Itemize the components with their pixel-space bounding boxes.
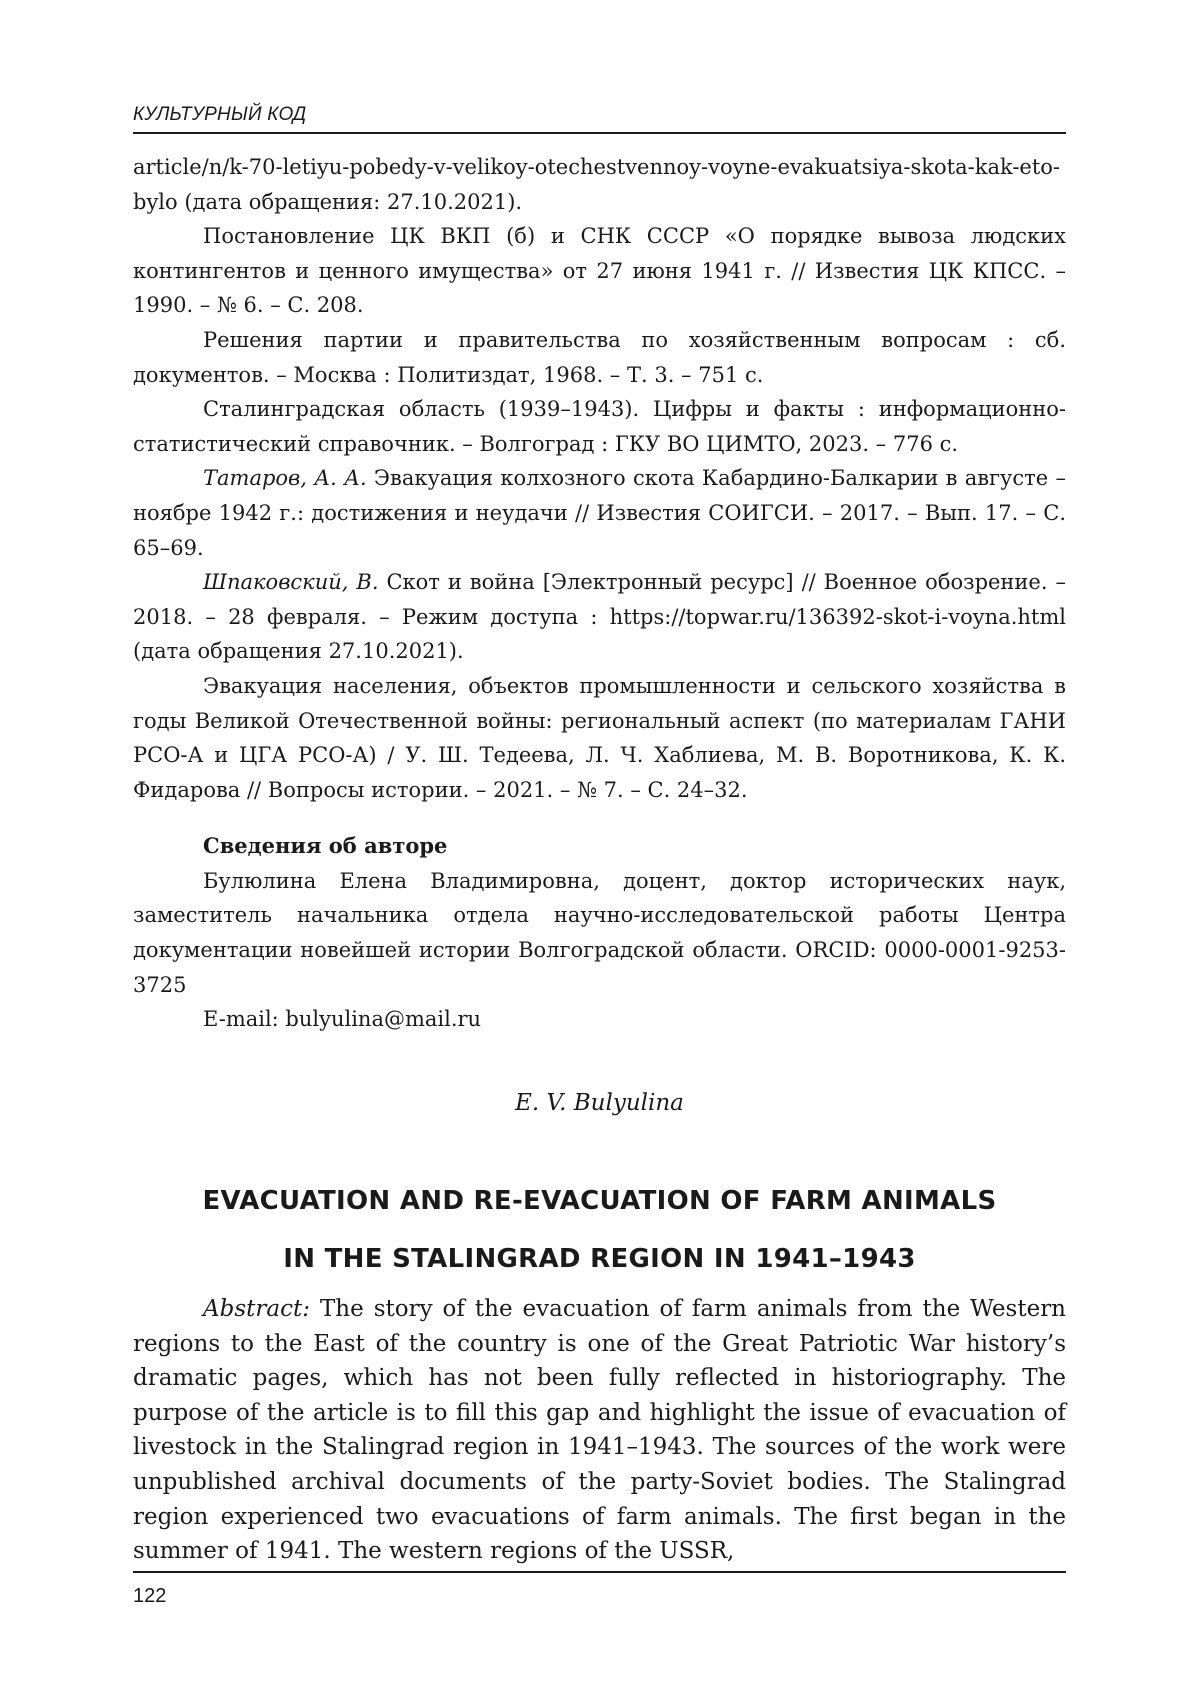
- reference-item: [133, 669, 1066, 807]
- english-author: E. V. Bulyulina: [515, 1090, 684, 1116]
- reference-author: Шпаковский, В.: [203, 570, 379, 595]
- reference-item: [133, 150, 1066, 219]
- page-number: 122: [133, 1585, 167, 1607]
- reference-text: Решения партии и правительства по хозяйственным вопросам : сб. документов. – Москва : Политиздат, 1968. – Т. 3. – 751 с.: [133, 327, 1066, 387]
- main-content: [133, 150, 1066, 1037]
- abstract-text: The story of the evacuation of farm animals from the Western regions to the East of the country is one of the Great Patriotic War history’s dramatic pages, which has not been fully reflected in historiography. The purpose of the article is to fill this gap and highlight the issue of evacuation of livestock in the Stalingrad region in 1941–1943. The sources of the work were unpublished archival documents of the party-Soviet bodies. The Stalingrad region experienced two evacuations of farm animals. The first began in the summer of 1941. The western regions of the USSR,: [133, 1296, 1066, 1565]
- english-abstract: [133, 1292, 1066, 1569]
- reference-text: Сталинградская область (1939–1943). Цифры и факты : информационно-статистический справочник. – Волгоград : ГКУ ВО ЦИМТО, 2023. – 776 с.: [133, 397, 1066, 456]
- reference-item: [133, 461, 1066, 565]
- reference-item: [133, 323, 1066, 392]
- reference-text: Постановление ЦК ВКП (б) и СНК СССР «О порядке вывоза людских контингентов и ценного имущества» от 27 июня 1941 г. // Известия ЦК КПСС. – 1990. – № 6. – С. 208.: [133, 224, 1066, 318]
- reference-item: [133, 392, 1066, 461]
- reference-text: Эвакуация населения, объектов промышленности и сельского хозяйства в годы Великой Отечественной войны: региональный аспект (по материалам ГАНИ РСО-А и ЦГА РСО-А) / У. Ш. Тедеева, Л. Ч. Хаблиева, М. В. Воротникова, К. К. Фидарова // Вопросы истории. – 2021. – № 7. – С. 24–32.: [133, 673, 1066, 802]
- header-rule: [133, 132, 1066, 134]
- footer-rule: [133, 1571, 1066, 1573]
- reference-author: Татаров, А. А.: [203, 466, 367, 491]
- reference-text: Эвакуация колхозного скота Кабардино-Балкарии в августе – ноябре 1942 г.: достижения и неудачи // Известия СОИГСИ. – 2017. – Вып. 17. – С. 65–69.: [133, 466, 1066, 560]
- abstract-label: Abstract:: [203, 1296, 310, 1322]
- reference-item: [133, 219, 1066, 323]
- reference-text: Скот и война [Электронный ресурс] // Военное обозрение. – 2018. – 28 февраля. – Режим доступа : https://topwar.ru/136392-skot-i-voyna.html (дата обращения 27.10.2021).: [133, 570, 1066, 664]
- english-title-line: EVACUATION AND RE-EVACUATION OF FARM ANIMALS: [202, 1186, 997, 1216]
- running-header: КУЛЬТУРНЫЙ КОД: [133, 104, 307, 125]
- author-info-text: Булюлина Елена Владимировна, доцент, доктор исторических наук, заместитель начальника отдела научно-исследовательской работы Центра документации новейшей истории Волгоградской области. ORCID: 0000-0001-9253-3725: [133, 868, 1066, 997]
- author-info-heading: Сведения об авторе: [203, 833, 448, 859]
- english-title-line: IN THE STALINGRAD REGION IN 1941–1943: [283, 1244, 916, 1274]
- english-title: [133, 1172, 1066, 1288]
- reference-text: article/n/k-70-letiyu-pobedy-v-velikoy-otechestvennoy-voyne-evakuatsiya-skota-kak-eto-bylo (дата обращения: 27.10.2021).: [133, 155, 1061, 214]
- author-email: E-mail: bulyulina@mail.ru: [203, 1007, 482, 1032]
- reference-item: [133, 565, 1066, 669]
